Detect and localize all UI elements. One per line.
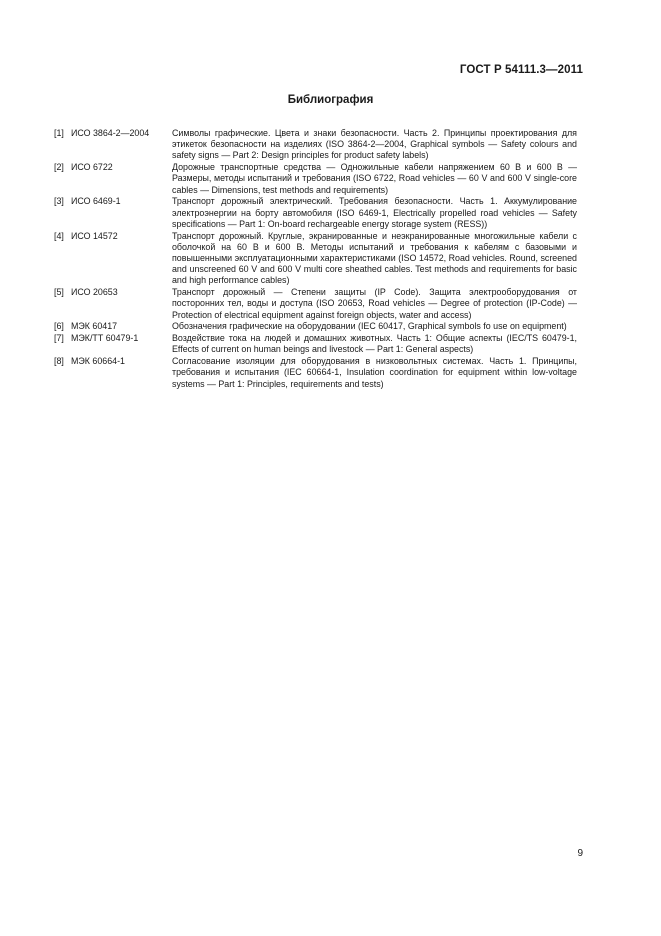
bibliography-entry [54, 321, 577, 332]
entry-description: Символы графические. Цвета и знаки безопасности. Часть 2. Принципы проектирования для этикеток безопасности на изделиях (ISO 3864-2—2004, Graphical symbols — Safety colours and safety signs — Part 2: Design principles for product safety labels) [172, 128, 577, 161]
entry-description: Обозначения графические на оборудовании (IEC 60417, Graphical symbols fo use on equipment) [172, 321, 567, 332]
entry-description: Воздействие тока на людей и домашних животных. Часть 1: Общие аспекты (IEC/TS 60479-1, Effects of current on human beings and livestock — Part 1: General aspects) [172, 333, 577, 355]
entry-description: Транспорт дорожный. Круглые, экранированные и неэкранированные многожильные кабели с оболочкой на 60 В и 600 В. Методы испытаний и требования к кабелям с базовыми и повышенными эксплуатационными характеристиками (ISO 14572, Road vehicles. Round, screened and unscreened 60 V and 600 V multi core sheathed cables. Test methods and requirements for basic and high performance cables) [172, 230, 577, 286]
entry-standard-code: ИСО 6722 [71, 162, 113, 173]
entry-description: Дорожные транспортные средства — Одножильные кабели напряжением 60 В и 600 В — Размеры, методы испытаний и требования (ISO 6722, Road vehicles — 60 V and 600 V single-core cables — Dimensions, test methods and requirements) [172, 162, 577, 195]
entry-number: [1] [54, 128, 64, 138]
page-title: Библиография [287, 94, 374, 106]
entry-number: [4] [54, 230, 64, 241]
bibliography-entry [54, 356, 577, 390]
bibliography-entry [54, 128, 577, 162]
entry-standard-code: ИСО 3864-2—2004 [71, 128, 150, 138]
page-number: 9 [577, 848, 583, 859]
bibliography-entry [54, 333, 577, 355]
entry-description: Транспорт дорожный электрический. Требования безопасности. Часть 1. Аккумулирование электроэнергии на борту автомобиля (ISO 6469-1, Electrically propelled road vehicles — Safety specifications — Part 1: On-board rechargeable energy storage system (RESS)) [172, 196, 577, 229]
bibliography-entry [54, 196, 577, 230]
entry-number: [5] [54, 287, 64, 298]
entry-number: [8] [54, 356, 64, 367]
entry-description: Согласование изоляции для оборудования в низковольтных системах. Часть 1. Принципы, требования и испытания (IEC 60664-1, Insulation coordination for equipment within low-voltage systems — Part 1: Principles, requirements and tests) [172, 356, 577, 389]
entry-standard-code: МЭК/ТТ 60479-1 [71, 333, 139, 344]
bibliography-entry [54, 287, 577, 321]
bibliography-list [54, 128, 577, 390]
entry-number: [7] [54, 333, 64, 344]
entry-number: [3] [54, 196, 64, 207]
entry-number: [2] [54, 162, 64, 173]
entry-standard-code: МЭК 60664-1 [71, 356, 125, 367]
entry-standard-code: ИСО 6469-1 [71, 196, 121, 207]
bibliography-entry [54, 231, 577, 287]
bibliography-entry [54, 162, 577, 196]
entry-description: Транспорт дорожный — Степени защиты (IP Code). Защита электрооборудования от посторонних тел, воды и доступа (ISO 20653, Road vehicles — Degree of protection (IP-Code) — Protection of electrical equipment against foreign objects, water and access) [172, 287, 577, 320]
entry-number: [6] [54, 321, 64, 332]
entry-standard-code: ИСО 20653 [71, 287, 118, 298]
entry-standard-code: МЭК 60417 [71, 321, 118, 332]
document-code: ГОСТ Р 54111.3—2011 [459, 64, 583, 76]
entry-standard-code: ИСО 14572 [71, 230, 118, 241]
